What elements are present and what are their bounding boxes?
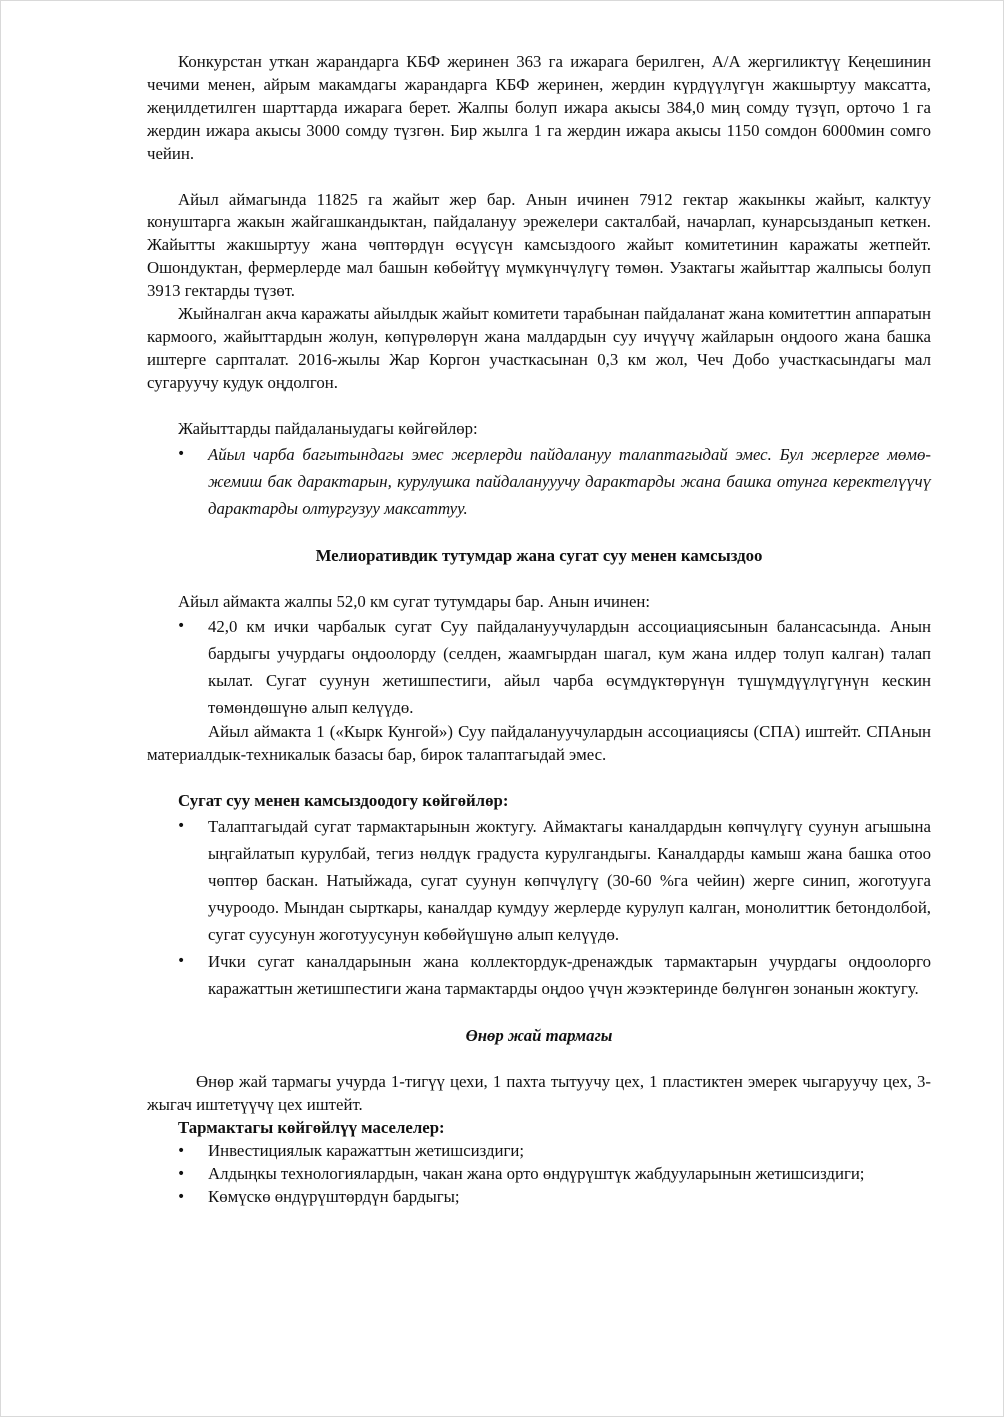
document-body <box>147 51 931 1208</box>
heading-irrigation-problems: Сугат суу менен камсыздоодогу көйгөйлөр: <box>178 791 509 811</box>
list-item: • 42,0 км ички чарбалык сугат Суу пайдалануучулардын ассоциациясынын балансасында. Анын бардыгы учурдагы оңдоолорду (селден, жаамгырдан шагал, кум жана илдер толуп калган) талап кылат. Сугат суунун жетишпестиги, айыл чарба өсүмдүктөрүнүн түшүмдүүлүгүнүн кескин төмөндөшүнө алып келүүдө. <box>147 613 931 721</box>
paragraph-pastures: Айыл аймагында 11825 га жайыт жер бар. Анын ичинен 7912 гектар жакынкы жайыт, калктуу конуштарга жакын жайгашкандыктан, пайдалануу эрежелери сакталбай, начарлап, кунарсызданып кеткен. Жайытты жакшыртуу жана чөптөрдүн өсүүсүн камсыздоого жайыт комитетинин каражаты жетпейт. Ошондуктан, фермерлерде мал башын көбөйтүү мүмкүнчүлүгү төмөн. Узактагы жайыттар жалпысы болуп 3913 гектарды түзөт. <box>147 189 931 301</box>
irrigation-problems-list <box>147 813 931 1002</box>
list-item: • Алдыңкы технологиялардын, чакан жана орто өндүрүштүк жабдууларынын жетишсиздиги; <box>147 1163 931 1186</box>
list-item: • Көмүскө өндүрүштөрдүн бардыгы; <box>147 1186 931 1209</box>
heading-industry: Өнөр жай тармагы <box>465 1026 613 1046</box>
irrigation-list <box>147 613 931 721</box>
heading-irrigation: Мелиоративдик тутумдар жана сугат суу менен камсыздоо <box>315 545 763 565</box>
paragraph-land-lease: Конкурстан уткан жарандарга КБФ жеринен 363 га ижарага берилген, А/А жергиликтүү Кеңешинин чечими менен, айрым макамдагы жарандарга КБФ жеринен, жердин күрдүүлүгүн жакшыртуу максатта, жеңилдетилген шарттарда ижарага берет. Жалпы болуп ижара акысы 384,0 миң сомду түзүп, орточо 1 га жердин ижара акысы 3000 сомду түзгөн. Бир жылга 1 га жердин ижара акысы 1150 сомдон 6000мин сомго чейин. <box>147 52 931 163</box>
list-item: • Инвестициялык каражаттын жетишсиздиги; <box>147 1140 931 1163</box>
pasture-problems-lead: Жайыттарды пайдаланыудагы көйгөйлөр: <box>178 418 478 438</box>
list-item: • Талаптагыдай сугат тармактарынын жоктугу. Аймактагы каналдардын көпчүлүгү суунун агышына ыңгайлатып курулбай, тегиз нөлдүк градуста курулгандыгы. Каналдарды камыш жана башка отоо чөптөр баскан. Натыйжада, сугат суунун көпчүлүгү (30-60 %га чейин) жерге синип, жоготууга учуроодо. Мындан сырткары, каналдар кумдуу жерлерде курулуп калган, монолиттик бетондолбой, сугат суусунун жоготуусунун көбөйүшүнө алып келүүдө. <box>147 813 931 948</box>
paragraph-industry: Өнөр жай тармагы учурда 1-тигүү цехи, 1 пахта тытуучу цех, 1 пластиктен эмерек чыгаруучу цех, 3- жыгач иштетүүчү цех иштейт. <box>147 1072 931 1114</box>
paragraph-water-association: Айыл аймакта 1 («Кырк Кунгой») Суу пайдалануучулардын ассоциациясы (СПА) иштейт. СПАнын материалдык-техникалык базасы бар, бирок талаптагыдай эмес. <box>147 722 931 765</box>
paragraph-pasture-funds: Жыйналган акча каражаты айылдык жайыт комитети тарабынан пайдаланат жана комитеттин аппаратын кармоого, жайыттардын жолун, көпүрөлөрүн жана малдардын суу ичүүчү жайларын оңдоого жана башка иштерге сарпталат. 2016-жылы Жар Коргон участкасынан 0,3 км жол, Чеч Добо участкасындагы мал сугаруучу кудук оңдолгон. <box>147 304 931 392</box>
list-item: • Ички сугат каналдарынын жана коллектордук-дренаждык тармактарын учурдагы оңдоолорго каражаттын жетишпестиги жана тармактарды оңдоо үчүн жээктеринде бөлүнгөн зонанын жоктугу. <box>147 948 931 1002</box>
list-item: • Айыл чарба багытындагы эмес жерлерди пайдалануу талаптагыдай эмес. Бул жерлерге мөмө-жемиш бак дарактарын, курулушка пайдаланууучу дарактарды жана башка отунга керектелүүчү дарактарды олтургузуу максаттуу. <box>147 441 931 522</box>
irrigation-lead: Айыл аймакта жалпы 52,0 км сугат тутумдары бар. Анын ичинен: <box>178 591 651 611</box>
pasture-problems-list <box>147 441 931 522</box>
industry-problems-list <box>147 1140 931 1209</box>
heading-industry-problems: Тармактагы көйгөйлүү маселелер: <box>178 1117 445 1137</box>
